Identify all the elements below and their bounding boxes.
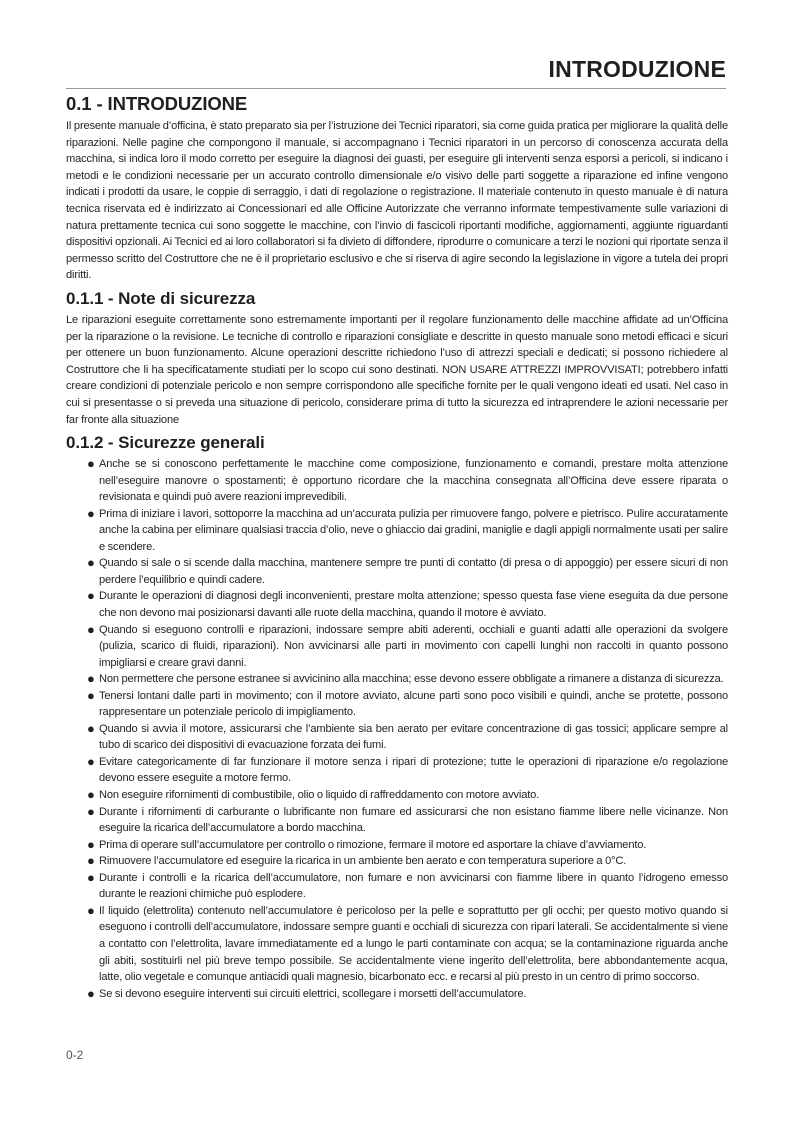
list-item-text: Tenersi lontani dalle parti in movimento; con il motore avviato, alcune parti sono poco visibili e quindi, anche se protette, possono rappresentare un potenziale pericolo di impigliamento. [99, 689, 728, 719]
bullet-icon: ● [87, 555, 95, 571]
list-item [66, 837, 728, 854]
list-item [66, 804, 728, 837]
list-item-text: Non permettere che persone estranee si avvicinino alla macchina; esse devono essere obbligate a rimanere a distanza di sicurezza. [99, 673, 724, 686]
list-item [66, 903, 728, 986]
list-item-text: Durante le operazioni di diagnosi degli inconvenienti, prestare molta attenzione; spesso questa fase viene eseguita da due persone che non devono mai posizionarsi davanti alle ruote della macchina, quando il motore è avviato. [99, 590, 728, 620]
list-item-text: Il liquido (elettrolita) contenuto nell’accumulatore è pericoloso per la pelle e soprattutto per gli occhi; per questo motivo quando si eseguono i controlli dell’accumulatore, indossare sempre guanti e occhiali di sicurezza con ripari laterali. Se accidentalmente si viene a contatto con l’elettrolita, lavare immediatamente ed a lungo le parti contaminate con acqua; se la contaminazione riguarda anche gli abiti, sostituirli nel più breve tempo possibile. Se accidentalmente viene ingerito dell’elettrolita, bere abbondantemente acqua, latte, olio vegetale e comunque antiacidi quali magnesio, bicarbonato ecc. e recarsi al più presto in un centro di primo soccorso. [99, 904, 728, 984]
bullet-icon: ● [87, 753, 95, 769]
list-item-text: Evitare categoricamente di far funzionare il motore senza i ripari di protezione; tutte le operazioni di riparazione e/o regolazione devono essere eseguite a motore fermo. [99, 755, 728, 785]
list-item [66, 688, 728, 721]
general-safety-list [66, 456, 728, 1002]
list-item [66, 754, 728, 787]
list-item [66, 456, 728, 506]
bullet-icon: ● [87, 505, 95, 521]
bullet-icon: ● [87, 869, 95, 885]
list-item [66, 853, 728, 870]
list-item [66, 555, 728, 588]
list-item-text: Durante i rifornimenti di carburante o lubrificante non fumare ed assicurarsi che non esistano fiamme libere nelle vicinanze. Non eseguire la ricarica dell’accumulatore a bordo macchina. [99, 805, 728, 835]
list-item-text: Non eseguire rifornimenti di combustibile, olio o liquido di raffreddamento con motore avviato. [99, 789, 540, 802]
bullet-icon: ● [87, 836, 95, 852]
page-number: 0-2 [66, 1048, 84, 1062]
list-item [66, 622, 728, 672]
list-item [66, 986, 728, 1003]
header-divider [66, 88, 726, 89]
bullet-icon: ● [87, 588, 95, 604]
bullet-icon: ● [87, 720, 95, 736]
list-item-text: Rimuovere l’accumulatore ed eseguire la ricarica in un ambiente ben aerato e con temperatura superiore a 0°C. [99, 855, 627, 868]
list-item [66, 721, 728, 754]
bullet-icon: ● [87, 671, 95, 687]
page-content [66, 93, 728, 1002]
list-item-text: Quando si avvia il motore, assicurarsi che l’ambiente sia ben aerato per evitare concentrazione di gas tossici; applicare sempre al tubo di scarico dei dispositivi di evacuazione forzata dei fumi. [99, 722, 728, 752]
list-item [66, 588, 728, 621]
list-item [66, 671, 728, 688]
list-item-text: Prima di iniziare i lavori, sottoporre la macchina ad un’accurata pulizia per rimuovere fango, polvere e pietrisco. Pulire accuratamente anche la cabina per eliminare qualsiasi traccia d’olio, neve o ghiaccio dai gradini, maniglie e dagli appigli normalmente usati per salire e scendere. [99, 507, 728, 553]
list-item-text: Prima di operare sull’accumulatore per controllo o rimozione, fermare il motore ed asportare la chiave d’avviamento. [99, 838, 647, 851]
list-item [66, 787, 728, 804]
section-heading-introduzione: 0.1 - INTRODUZIONE [66, 93, 248, 114]
list-item-text: Quando si sale o si scende dalla macchina, mantenere sempre tre punti di contatto (di presa o di appoggio) per essere sicuri di non perdere l’equilibrio e quindi cadere. [99, 557, 728, 586]
intro-paragraph: Il presente manuale d’officina, è stato preparato sia per l’istruzione dei Tecnici riparatori, sia come guida pratica per migliorare la qualità delle riparazioni. Nelle pagine che compongono il manuale, si accompagnano i Tecnici riparatori in un percorso di conoscenza accurata della macchina, si indica loro il modo corretto per eseguire la diagnosi dei guasti, per eseguire gli interventi senza esporsi a pericoli, si indicano i metodi e le condizioni necessarie per un accurato controllo dimensionale e/o visivo delle parti soggette a riparazione ed infine vengono indicati i prodotti da usare, le coppie di serraggio, i dati di regolazione o registrazione. Il materiale contenuto in questo manuale è di natura tecnica riservata ed è indirizzato ai Concessionari ed alle Officine Autorizzate che verranno informate tempestivamente sulle variazioni di natura prettamente tecnica cui sono soggette le macchine, con l’invio di fascicoli riportanti modifiche, aggiornamenti, aggiunte riguardanti dispositivi opzionali. Ai Tecnici ed ai loro collaboratori si fa divieto di diffondere, riprodurre o comunicare a terzi le nozioni qui riportate senza il permesso scritto del Costruttore che ne è il proprietario esclusivo e che si riserva di agire secondo la legislazione in vigore a tutela dei propri diritti. [66, 120, 728, 282]
bullet-icon: ● [87, 985, 95, 1001]
bullet-icon: ● [87, 803, 95, 819]
chapter-title: INTRODUZIONE [548, 56, 726, 82]
safety-notes-paragraph: Le riparazioni eseguite correttamente sono estremamente importanti per il regolare funzionamento delle macchine affidate ad un’Officina per la riparazione o la revisione. Le tecniche di controllo e riparazioni consigliate e descritte in questo manuale sono metodi efficaci e sicuri per ottenere un buon funzionamento. Alcune operazioni descritte richiedono l’uso di attrezzi speciali e dedicati; si possono richiedere al Costruttore che li ha specificatamente studiati per lo scopo cui sono destinati. NON USARE ATTREZZI IMPROVVISATI; potrebbero infatti creare condizioni di potenziale pericolo e non sempre corrispondono alle specifiche fornite per le quali vengono ideati ed usati. Nel caso in cui si presentasse o si preveda una situazione di pericolo, considerare prima di tutto la sicurezza ed intraprendere le azioni necessarie per far fronte alla situazione [66, 313, 728, 426]
bullet-icon: ● [87, 456, 95, 472]
list-item [66, 870, 728, 903]
bullet-icon: ● [87, 787, 95, 803]
bullet-icon: ● [87, 853, 95, 869]
bullet-icon: ● [87, 687, 95, 703]
list-item-text: Durante i controlli e la ricarica dell’accumulatore, non fumare e non avvicinarsi con fiamme libere in quanto l’idrogeno emesso durante le reazioni chimiche può esplodere. [99, 871, 728, 901]
list-item-text: Se si devono eseguire interventi sui circuiti elettrici, scollegare i morsetti dell’accumulatore. [99, 987, 527, 1000]
section-heading-sicurezze-generali: 0.1.2 - Sicurezze generali [66, 433, 265, 453]
list-item-text: Quando si eseguono controlli e riparazioni, indossare sempre abiti aderenti, occhiali e guanti adatti alle operazioni da svolgere (pulizia, scarico di fluidi, riparazioni). Non avvicinarsi alle parti in movimento con capelli lunghi non raccolti in quanto possono impigliarsi e creare gravi danni. [99, 623, 728, 669]
bullet-icon: ● [87, 621, 95, 637]
list-item-text: Anche se si conoscono perfettamente le macchine come composizione, funzionamento e comandi, prestare molta attenzione nell’eseguire manovre o spostamenti; è opportuno ricordare che la macchina consegnata all’Officina deve essere riparata o revisionata e quindi può avere reazioni imprevedibili. [99, 458, 728, 504]
list-item [66, 506, 728, 556]
bullet-icon: ● [87, 902, 95, 918]
section-heading-note-di-sicurezza: 0.1.1 - Note di sicurezza [66, 288, 256, 308]
